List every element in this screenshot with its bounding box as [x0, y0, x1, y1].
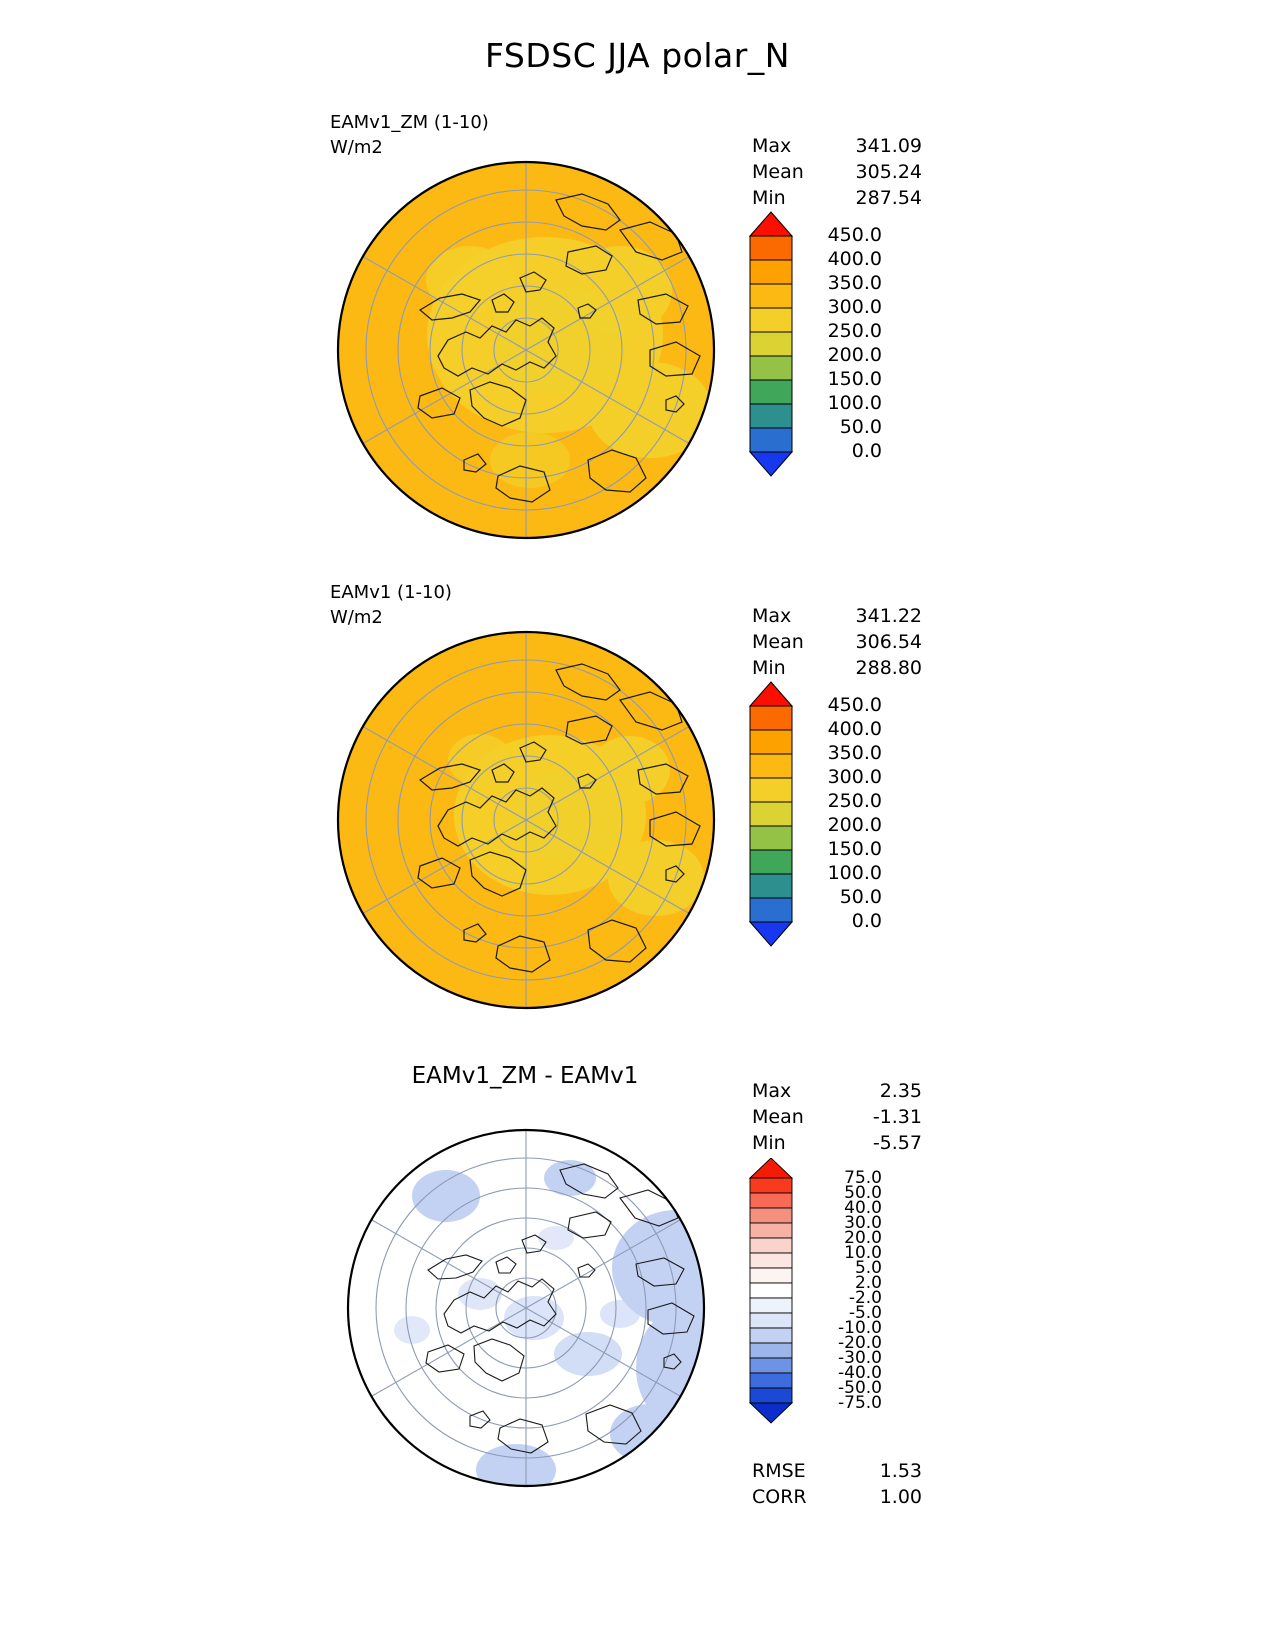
stat-value: -5.57	[872, 1132, 922, 1154]
stat-value: 306.54	[855, 631, 922, 653]
colorbar-difference-labels	[798, 1158, 908, 1448]
colorbar-label: 150.0	[827, 838, 882, 860]
colorbar-label: 30.0	[844, 1213, 882, 1233]
colorbar-label: 350.0	[827, 272, 882, 294]
colorbar-label: 400.0	[827, 718, 882, 740]
colorbar-label: 20.0	[844, 1228, 882, 1248]
stat-value: 288.80	[855, 657, 922, 679]
colorbar-label: -30.0	[838, 1348, 882, 1368]
stat-row	[752, 1484, 922, 1510]
panel-difference-label: EAMv1_ZM - EAMv1	[411, 1063, 639, 1089]
stat-key: Min	[752, 657, 786, 679]
colorbar-label: 40.0	[844, 1198, 882, 1218]
page-title: FSDSC JJA polar_N	[485, 36, 790, 75]
colorbar-label: 5.0	[854, 1258, 882, 1278]
stat-row	[752, 1130, 922, 1156]
colorbar-label: 50.0	[844, 1183, 882, 1203]
panel-difference-footer-stats	[752, 1458, 922, 1510]
polar-map-middle	[320, 630, 732, 1010]
colorbar-top	[744, 210, 798, 500]
panel-difference-stats	[752, 1078, 922, 1156]
stat-row	[752, 185, 922, 211]
stat-key: Max	[752, 605, 792, 627]
stat-row	[752, 1104, 922, 1130]
stat-key: Mean	[752, 1106, 804, 1128]
stat-value: 1.53	[879, 1460, 922, 1482]
stat-value: 341.09	[855, 135, 922, 157]
colorbar-label: -10.0	[838, 1318, 882, 1338]
colorbar-label: 150.0	[827, 368, 882, 390]
colorbar-label: 250.0	[827, 320, 882, 342]
colorbar-label: 450.0	[827, 694, 882, 716]
colorbar-label: 10.0	[844, 1243, 882, 1263]
colorbar-label: 350.0	[827, 742, 882, 764]
polar-map-difference	[320, 1118, 732, 1498]
colorbar-label: 200.0	[827, 344, 882, 366]
stat-value: 2.35	[879, 1080, 922, 1102]
stat-key: Max	[752, 135, 792, 157]
colorbar-label: 0.0	[851, 440, 882, 462]
stat-key: CORR	[752, 1486, 807, 1508]
stat-value: 287.54	[855, 187, 922, 209]
colorbar-label: -50.0	[838, 1378, 882, 1398]
stat-value: 305.24	[855, 161, 922, 183]
colorbar-label: 2.0	[854, 1273, 882, 1293]
panel-middle	[0, 470, 1275, 1030]
colorbar-top-labels	[798, 210, 908, 500]
colorbar-label: 300.0	[827, 766, 882, 788]
stat-row	[752, 133, 922, 159]
stat-key: Min	[752, 187, 786, 209]
stat-key: Mean	[752, 631, 804, 653]
panel-top-stats	[752, 133, 922, 211]
colorbar-label: 50.0	[839, 886, 882, 908]
colorbar-label: -2.0	[848, 1288, 882, 1308]
colorbar-label: 0.0	[851, 910, 882, 932]
colorbar-label: 100.0	[827, 392, 882, 414]
colorbar-label: 50.0	[839, 416, 882, 438]
colorbar-label: 450.0	[827, 224, 882, 246]
panel-top-label-line1: EAMv1_ZM (1-10)	[330, 112, 489, 133]
stat-key: RMSE	[752, 1460, 806, 1482]
stat-value: 341.22	[855, 605, 922, 627]
colorbar-label: -75.0	[838, 1393, 882, 1413]
panel-middle-stats	[752, 603, 922, 681]
colorbar-label: 250.0	[827, 790, 882, 812]
colorbar-middle-labels	[798, 680, 908, 970]
stat-row	[752, 629, 922, 655]
colorbar-difference	[744, 1158, 798, 1448]
stat-row	[752, 159, 922, 185]
stat-key: Max	[752, 1080, 792, 1102]
stat-key: Mean	[752, 161, 804, 183]
panel-middle-label-line1: EAMv1 (1-10)	[330, 582, 452, 603]
panel-middle-label-line2: W/m2	[330, 607, 383, 628]
panel-top-label-line2: W/m2	[330, 137, 383, 158]
stat-value: -1.31	[872, 1106, 922, 1128]
colorbar-label: -40.0	[838, 1363, 882, 1383]
panel-difference	[0, 1040, 1275, 1650]
stat-key: Min	[752, 1132, 786, 1154]
colorbar-label: 200.0	[827, 814, 882, 836]
colorbar-label: -5.0	[848, 1303, 882, 1323]
colorbar-label: 300.0	[827, 296, 882, 318]
stat-value: 1.00	[879, 1486, 922, 1508]
colorbar-label: 400.0	[827, 248, 882, 270]
stat-row	[752, 1078, 922, 1104]
stat-row	[752, 603, 922, 629]
stat-row	[752, 655, 922, 681]
colorbar-label: 75.0	[844, 1168, 882, 1188]
colorbar-middle	[744, 680, 798, 970]
colorbar-label: 100.0	[827, 862, 882, 884]
colorbar-label: -20.0	[838, 1333, 882, 1353]
stat-row	[752, 1458, 922, 1484]
